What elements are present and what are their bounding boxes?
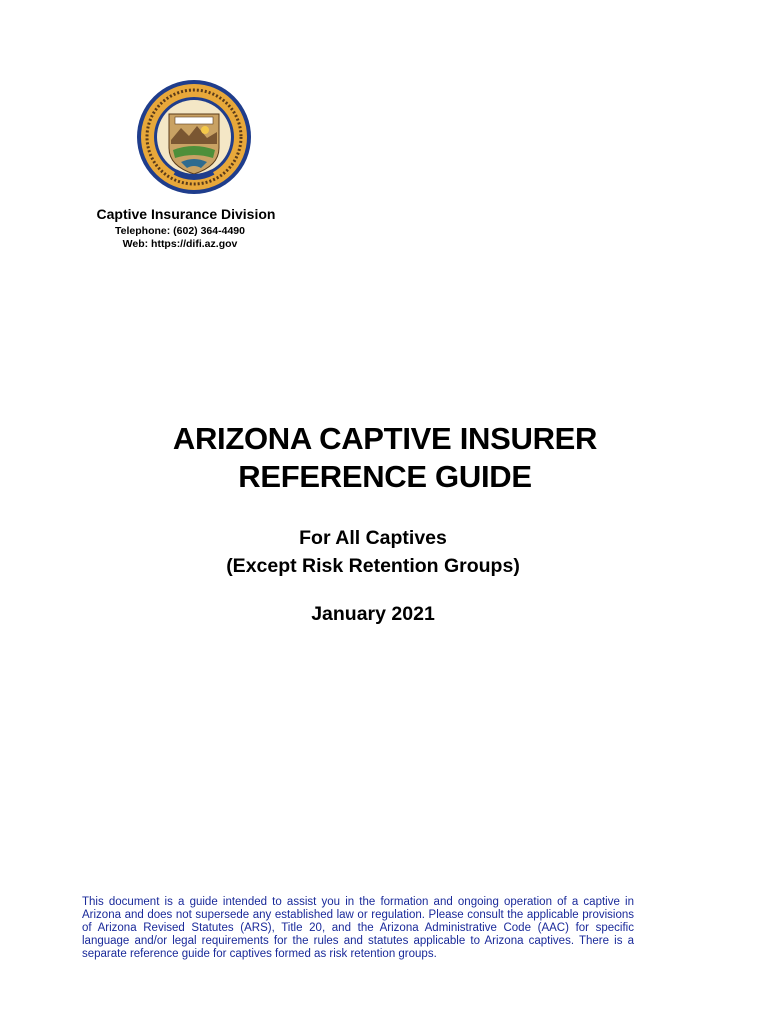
publication-date: January 2021 (311, 603, 435, 625)
contact-block (0, 225, 360, 251)
web-link[interactable]: Web: https://difi.az.gov (122, 238, 238, 250)
subtitle-line-1: For All Captives (299, 527, 447, 549)
subtitle-line-2: (Except Risk Retention Groups) (226, 555, 520, 577)
title-line-2: REFERENCE GUIDE (238, 459, 532, 494)
telephone-text: Telephone: (602) 364-4490 (115, 225, 245, 237)
seal-icon (135, 78, 253, 196)
division-name: Captive Insurance Division (96, 206, 276, 222)
title-line-1: ARIZONA CAPTIVE INSURER (172, 421, 598, 456)
subtitle (0, 524, 746, 580)
disclaimer-text: This document is a guide intended to assist you in the formation and ongoing operation of a captive in Arizona and does not supersede any established law or regulation. Please consult the applicable provisions of Arizona Revised Statutes (ARS), Title 20, and the Arizona Administrative Code (AAC) for specific language and/or legal requirements for the rules and statutes applicable to Arizona captives. There is a separate reference guide for captives formed as risk retention groups. (82, 896, 634, 960)
page-title (0, 420, 770, 496)
